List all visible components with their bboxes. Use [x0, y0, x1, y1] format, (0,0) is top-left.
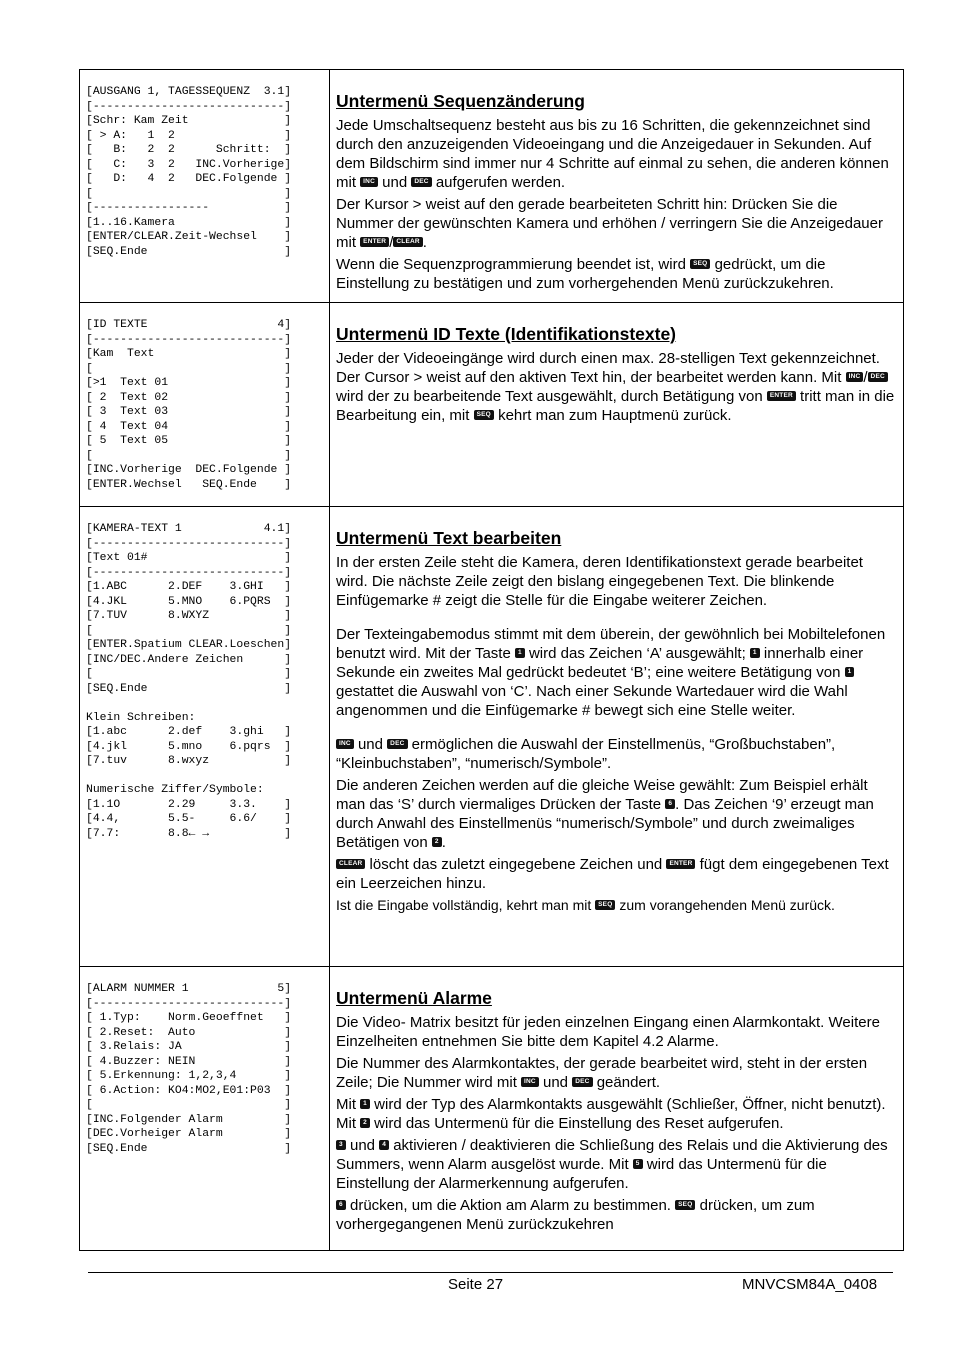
paragraph: Die Video- Matrix besitzt für jeden einzelnen Eingang einen Alarmkontakt. Weitere Einzelheiten entnehmen Sie bitte dem Kapitel 4.2 Alarme.: [336, 1014, 880, 1050]
menu-screen-id-texte: [ID TEXTE 4] [----------------------------] [Kam Text ] [ ] [>1 Text 01 ] [ 2 Text 02 ] [ 3 Text 03 ] [ 4 Text 04 ] [ 5 Text 05 ] [ ] [INC.Vorherige DEC.Folgende ] [ENTER.Wechsel SEQ.Ende ]: [86, 319, 292, 491]
key-2-icon: 2: [360, 1118, 370, 1128]
enter-key-icon: ENTER: [360, 237, 389, 247]
menu-screen-alarme: [ALARM NUMMER 1 5] [----------------------------] [ 1.Typ: Norm.Geoeffnet ] [ 2.Reset: Auto ] [ 3.Relais: JA ] [ 4.Buzzer: NEIN ] [ 5.Erkennung: 1,2,3,4 ] [ 6.Action: KO4:MO2,E01:P03 ] [ ] [INC.Folgender Alarm ] [DEC.Vorheiger Alarm ] [SEQ.Ende ]: [86, 983, 292, 1155]
paragraph: 6 drücken, um die Aktion am Alarm zu bestimmen. SEQ drücken, um zum vorhergegangenen Menü zurückzukehren: [336, 1197, 815, 1233]
dec-key-icon: DEC: [572, 1077, 592, 1087]
paragraph: Die anderen Zeichen werden auf die gleiche Weise gewählt: Zum Beispiel erhält man das ‘S’ durch viermaliges Drücken der Taste 6 . Das Zeichen ‘9’ erzeugt man durch Anwahl des Einstellmenüs “numerisch/Symbole” und durch zweimaliges Betätigen von 2 .: [336, 777, 874, 851]
key-1-icon: 1: [515, 648, 525, 658]
description-cell: [330, 507, 904, 967]
manual-table: [79, 69, 904, 1251]
clear-key-icon: CLEAR: [336, 859, 365, 869]
key-6-icon: 6: [336, 1200, 346, 1210]
seq-key-icon: SEQ: [675, 1200, 695, 1210]
inc-key-icon: INC: [336, 739, 354, 749]
paragraph: Ist die Eingabe vollständig, kehrt man mit SEQ zum vorangehenden Menü zurück.: [336, 897, 835, 913]
seq-key-icon: SEQ: [595, 900, 615, 910]
screen-cell: [80, 967, 330, 1251]
description-cell: [330, 967, 904, 1251]
page-number: Seite 27: [448, 1276, 504, 1293]
section-title: Untermenü ID Texte (Identifikationstexte): [336, 324, 677, 344]
paragraph: Mit 1 wird der Typ des Alarmkontakts ausgewählt (Schließer, Öffner, nicht benutzt). Mit 2 wird das Untermenü für die Einstellung des Reset aufgerufen.: [336, 1096, 886, 1132]
screen-cell: [80, 70, 330, 303]
key-2-icon: 2: [432, 837, 442, 847]
paragraph: In der ersten Zeile steht die Kamera, deren Identifikationstext gerade bearbeitet wird. Die nächste Zeile zeigt den bislang eingegebenen Text. Die blinkende Einfügemarke # zeigt die Stelle für die Eingabe weiterer Zeichen.: [336, 554, 863, 609]
seq-key-icon: SEQ: [474, 410, 494, 420]
paragraph: CLEAR löscht das zuletzt eingegebene Zeichen und ENTER fügt dem eingegebenen Text ein Leerzeichen hinzu.: [336, 856, 889, 892]
section-sequence: [80, 70, 904, 303]
paragraph: Der Texteingabemodus stimmt mit dem überein, der gewöhnlich bei Mobiltelefonen benutzt wird. Mit der Taste 1 wird das Zeichen ‘A’ ausgewählt; 1 innerhalb einer Sekunde ein zweites Mal gedrückt bedeutet ‘B’; eine weitere Betätigung von 1 gestattet die Auswahl von ‘C’. Nach einer Sekunde Wartedauer wird die Wahl angenommen und die Einfügemarke # bewegt sich eine Stelle weiter.: [336, 626, 886, 719]
document-code: MNVCSM84A_0408: [742, 1276, 878, 1293]
inc-key-icon: INC: [846, 372, 864, 382]
section-id-texte: [80, 303, 904, 507]
description-cell: [330, 70, 904, 303]
clear-key-icon: CLEAR: [393, 237, 422, 247]
paragraph: Der Kursor > weist auf den gerade bearbeiteten Schritt hin: Drücken Sie die Nummer der gewünschten Kamera und erhöhen / verringern Sie die Anzeigedauer mit ENTER / CLEAR .: [336, 196, 883, 251]
paragraph: INC und DEC ermöglichen die Auswahl der Einstellmenüs, “Großbuchstaben”, “Kleinbuchstaben”, “numerisch/Symbole”.: [336, 736, 836, 772]
paragraph: Jede Umschaltsequenz besteht aus bis zu 16 Schritten, die gekennzeichnet sind durch den anzuzeigenden Videoeingang und die Anzeigedauer in Sekunden. Auf dem Bildschirm sind immer nur 4 Schritte auf einmal zu sehen, die anderen können mit INC und DEC aufgerufen werden.: [336, 117, 889, 191]
key-1-icon: 1: [750, 648, 760, 658]
key-5-icon: 5: [633, 1159, 643, 1169]
dec-key-icon: DEC: [387, 739, 407, 749]
section-text-bearbeiten: [80, 507, 904, 967]
paragraph: 3 und 4 aktivieren / deaktivieren die Schließung des Relais und die Aktivierung des Summers, wenn Alarm ausgelöst wurde. Mit 5 wird das Untermenü für die Einstellung der Alarmerkennung aufgerufen.: [336, 1137, 888, 1192]
key-1-icon: 1: [360, 1099, 370, 1109]
inc-key-icon: INC: [360, 177, 378, 187]
seq-key-icon: SEQ: [690, 259, 710, 269]
menu-screen-text-bearbeiten: [KAMERA-TEXT 1 4.1] [----------------------------] [Text 01# ] [----------------------------] [1.ABC 2.DEF 3.GHI ] [4.JKL 5.MNO 6.PQRS ] [7.TUV 8.WXYZ ] [ ] [ENTER.Spatium CLEAR.Loeschen] [INC/DEC.Andere Zeichen ] [ ] [SEQ.Ende ] Klein Schreiben: [1.abc 2.def 3.ghi ] [4.jkl 5.mno 6.pqrs ] [7.tuv 8.wxyz ] Numerische Ziffer/Symbole: [1.1O 2.29 3.3. ] [4.4, 5.5- 6.6/ ] [7.7: 8.8← → ]: [86, 523, 292, 840]
dec-key-icon: DEC: [868, 372, 888, 382]
dec-key-icon: DEC: [411, 177, 431, 187]
footer-divider: [88, 1272, 893, 1273]
screen-cell: [80, 303, 330, 507]
paragraph: Jeder der Videoeingänge wird durch einen max. 28-stelligen Text gekennzeichnet. Der Cursor > weist auf den aktiven Text hin, der bearbeitet werden kann. Mit INC / DEC wird der zu bearbeitende Text ausgewählt, durch Betätigung von ENTER tritt man in die Bearbeitung ein, mit SEQ kehrt man zum Hauptmenü zurück.: [336, 350, 895, 424]
paragraph: Die Nummer des Alarmkontaktes, der gerade bearbeitet wird, steht in der ersten Zeile; Die Nummer wird mit INC und DEC geändert.: [336, 1055, 868, 1091]
section-alarme: [80, 967, 904, 1251]
section-title: Untermenü Text bearbeiten: [336, 528, 562, 548]
screen-cell: [80, 507, 330, 967]
inc-key-icon: INC: [521, 1077, 539, 1087]
section-title: Untermenü Alarme: [336, 988, 492, 1008]
key-3-icon: 3: [336, 1140, 346, 1150]
section-title: Untermenü Sequenzänderung: [336, 91, 585, 111]
enter-key-icon: ENTER: [767, 391, 796, 401]
key-6-icon: 6: [665, 799, 675, 809]
paragraph: Wenn die Sequenzprogrammierung beendet ist, wird SEQ gedrückt, um die Einstellung zu bestätigen und zum vorhergehenden Menü zurückzukehren.: [336, 256, 834, 292]
key-1-icon: 1: [845, 667, 855, 677]
menu-screen-sequence: [AUSGANG 1, TAGESSEQUENZ 3.1] [----------------------------] [Schr: Kam Zeit ] [ > A: 1 2 ] [ B: 2 2 Schritt: ] [ C: 3 2 INC.Vorherige] [ D: 4 2 DEC.Folgende ] [ ] [----------------- ] [1..16.Kamera ] [ENTER/CLEAR.Zeit-Wechsel ] [SEQ.Ende ]: [86, 86, 292, 258]
enter-key-icon: ENTER: [666, 859, 695, 869]
key-4-icon: 4: [379, 1140, 389, 1150]
description-cell: [330, 303, 904, 507]
